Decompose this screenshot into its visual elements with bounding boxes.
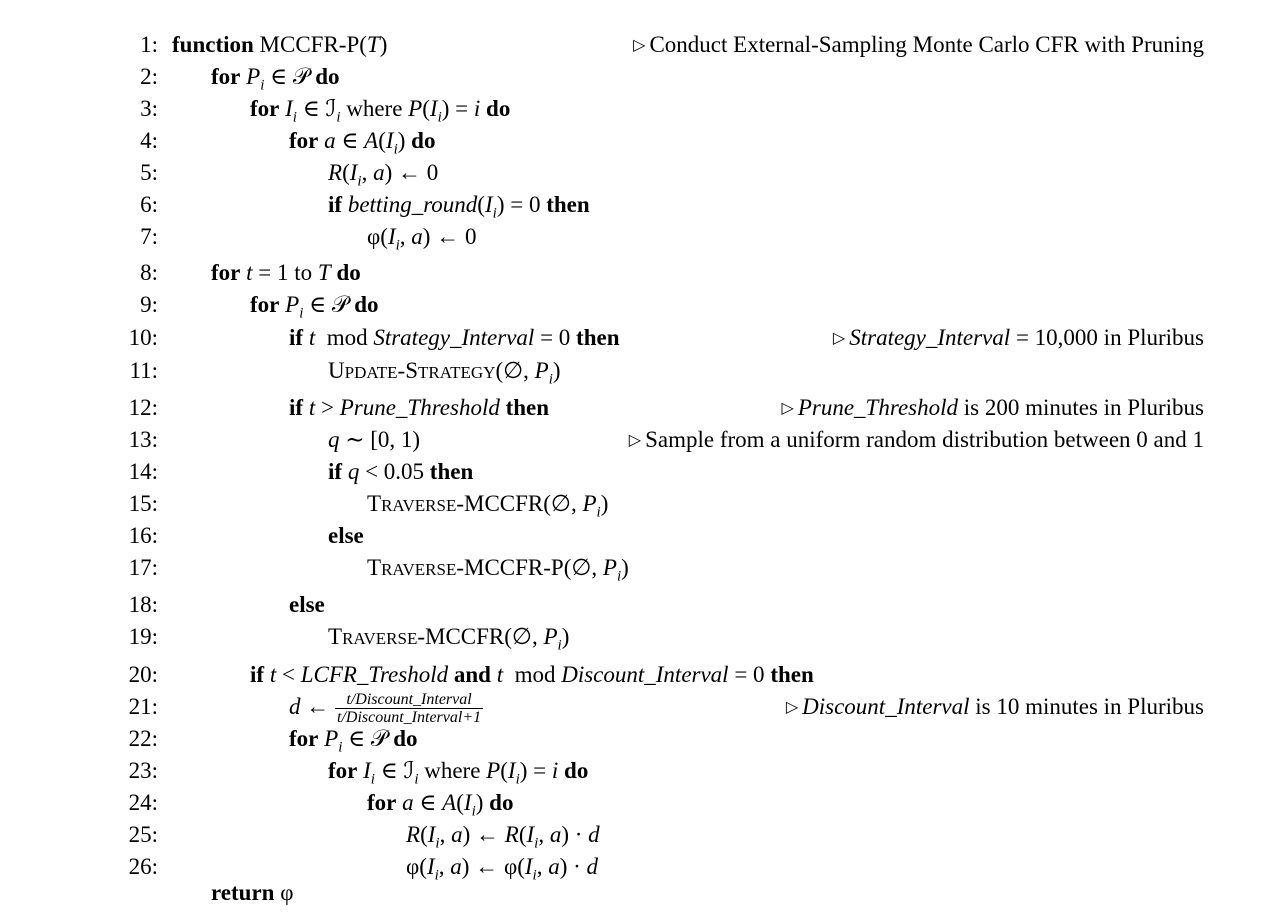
algorithm-line — [0, 221, 1280, 253]
line-number: 8: — [140, 260, 158, 285]
algorithm-line — [0, 322, 1280, 354]
line-code: else — [289, 592, 325, 617]
line-code: TRAVERSE-MCCFR(∅, $P_i$) — [367, 491, 609, 521]
line-number: 19: — [128, 624, 158, 649]
line-code: if t mod Strategy_Interval = 0 then — [289, 325, 620, 350]
line-number: 26: — [128, 854, 158, 879]
line-number: 6: — [140, 192, 158, 217]
line-number: 25: — [128, 822, 158, 847]
line-code: UPDATE-STRATEGY(∅, $P_i$) — [328, 358, 561, 388]
line-comment: ▷ Strategy_Interval = 10,000 in Pluribus — [832, 325, 1204, 350]
line-code: TRAVERSE-MCCFR-P(∅, $P_i$) — [367, 555, 629, 585]
algorithm-line — [0, 819, 1280, 851]
line-comment: ▷ Conduct External-Sampling Monte Carlo CFR with Pruning — [633, 32, 1204, 57]
line-code: $\varphi(I_i$, a) ← $\varphi(I_i$, a) · d — [406, 854, 599, 884]
algorithm-line — [0, 621, 1280, 653]
line-code: else — [328, 523, 364, 548]
line-number: 14: — [128, 459, 158, 484]
line-number: 21: — [128, 694, 158, 719]
line-number: 10: — [128, 325, 158, 350]
line-comment: ▷ Prune_Threshold is 200 minutes in Pluribus — [781, 395, 1204, 420]
line-number: 15: — [128, 491, 158, 516]
line-code: function MCCFR-P(T) — [172, 32, 388, 57]
line-comment: ▷ Sample from a uniform random distribution between 0 and 1 — [628, 427, 1204, 452]
line-code: $R(I_i$, a) ← $R(I_i$, a) · d — [406, 822, 600, 852]
line-code: for t = 1 to T do — [211, 260, 361, 285]
line-number: 7: — [140, 224, 158, 249]
algorithm-line — [0, 488, 1280, 520]
line-code: $\varphi(I_i$, a) ← 0 — [367, 224, 477, 254]
line-code: if $betting\_round(I_i) = 0$ then — [328, 192, 590, 222]
line-number: 16: — [128, 523, 158, 548]
line-number: 18: — [128, 592, 158, 617]
algorithm-line — [0, 424, 1280, 456]
line-number: 20: — [128, 662, 158, 687]
algorithm-line — [0, 456, 1280, 488]
algorithm-line — [0, 552, 1280, 584]
algorithm-line — [0, 125, 1280, 157]
line-code: TRAVERSE-MCCFR(∅, $P_i$) — [328, 624, 570, 654]
algorithm-line — [0, 93, 1280, 125]
line-number: 13: — [128, 427, 158, 452]
line-code: if t > Prune_Threshold then — [289, 395, 550, 420]
line-code: q ∼ [0, 1) — [328, 427, 421, 452]
line-code: for a ∈ $A(I_i)$ do — [367, 790, 514, 820]
line-code: d ← $\frac{\text{t/Discount\_Interval}}{\text{t/Discount\_Interval+1}}$ — [289, 691, 482, 727]
line-number: 5: — [140, 160, 158, 185]
line-code: for $I_i$ ∈ ℐ$_i$ where $P(I_i) = i$ do — [250, 96, 511, 126]
algorithm-line — [0, 29, 1280, 61]
line-code: for $I_i$ ∈ ℐ$_i$ where $P(I_i) = i$ do — [328, 758, 589, 788]
algorithm-line — [0, 355, 1280, 387]
algorithm-line — [0, 189, 1280, 221]
line-number: 23: — [128, 758, 158, 783]
algorithm-line — [0, 589, 1280, 621]
algorithm-line — [0, 257, 1280, 289]
line-code: for $P_i$ ∈ 𝒫 do — [289, 726, 418, 756]
line-comment: ▷ Discount_Interval is 10 minutes in Pluribus — [785, 694, 1204, 719]
line-number: 2: — [140, 64, 158, 89]
line-number: 9: — [140, 292, 158, 317]
algorithm-line — [0, 61, 1280, 93]
algorithm-line — [0, 877, 1280, 909]
algorithm-line — [0, 659, 1280, 691]
line-number: 17: — [128, 555, 158, 580]
line-code: $R(I_i$, a) ← 0 — [328, 160, 439, 190]
algorithm-line — [0, 157, 1280, 189]
line-code: for $P_i$ ∈ 𝒫 do — [211, 64, 340, 94]
line-number: 3: — [140, 96, 158, 121]
line-number: 12: — [128, 395, 158, 420]
algorithm-line — [0, 520, 1280, 552]
line-number: 22: — [128, 726, 158, 751]
algorithm-line — [0, 289, 1280, 321]
algorithm-line — [0, 755, 1280, 787]
line-code: for a ∈ $A(I_i)$ do — [289, 128, 436, 158]
algorithm-line — [0, 691, 1280, 727]
line-code: return φ — [211, 880, 294, 905]
algorithm-line — [0, 723, 1280, 755]
line-code: if t < LCFR_Treshold and t mod Discount_Interval = 0 then — [250, 662, 814, 687]
line-number: 11: — [129, 358, 158, 383]
algorithm-line — [0, 392, 1280, 424]
line-number: 4: — [140, 128, 158, 153]
line-number: 24: — [128, 790, 158, 815]
line-code: for $P_i$ ∈ 𝒫 do — [250, 292, 379, 322]
line-code: if q < 0.05 then — [328, 459, 474, 484]
algorithm-line — [0, 787, 1280, 819]
line-number: 1: — [140, 32, 158, 57]
